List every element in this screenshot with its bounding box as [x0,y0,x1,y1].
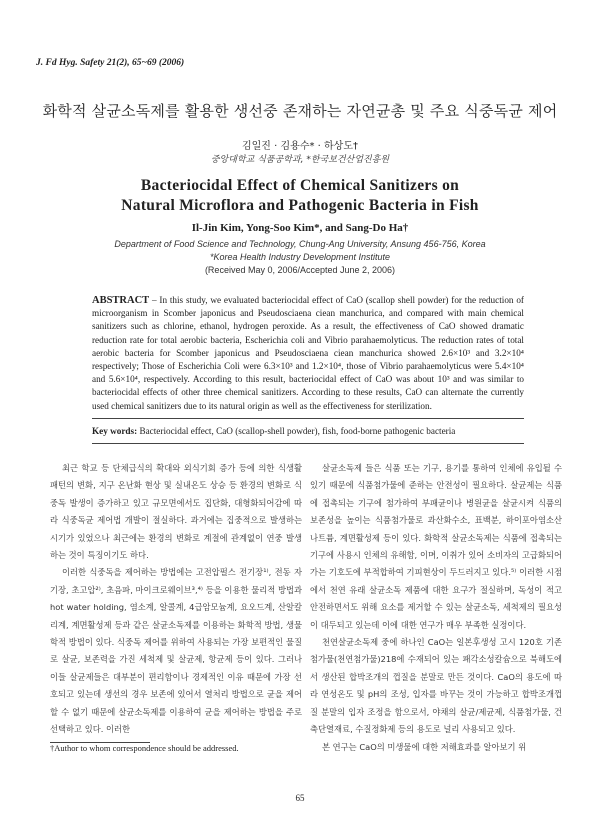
received-dates: (Received May 0, 2006/Accepted June 2, 2006) [204,265,396,275]
keywords-text: Bacteriocidal effect, CaO (scallop-shell powder), fish, food-borne pathogenic bacteria [137,426,456,436]
paragraph: 이러한 식중독을 제어하는 방법에는 고전압펄스 전기장¹⁾, 전동 자기장, 초고압²⁾, 초음파, 마이크로웨이브³,⁴⁾ 등을 이용한 물리적 방법과 hot water holding, 염소계, 알콜계, 4급암모늄계, 요오드계, 산알칼리계, 계면활성제 등과 같은 살균소독제를 이용하는 화학적 방법, 생물학적 방법이 있다. 식중독 제어를 위하여 사용되는 가장 보편적인 물질로 살균, 보존력을 가진 세척제 및 살균제, 항균제 등이 있다. 그러나 이들 살균제들은 대부분이 편리함이나 경제적인 이유 때문에 가장 선호되고 있는데 생선의 경우 보존에 있어서 열처리 방법으로 균을 제어할 수 없기 때문에 살균소독제를 이용하여 균을 제어하는 방법을 주로 선택하고 있다. 이러한 [50,567,302,735]
keywords [92,426,524,436]
korean-affiliation: 중앙대학교 식품공학과, *한국보건산업진흥원 [210,155,390,165]
footnote: †Author to whom correspondence should be addressed. [50,743,239,753]
english-affiliation-2: *Korea Health Industry Development Institute [209,252,391,262]
body-column-right [310,460,562,756]
paragraph: 천연살균소독제 중에 하나인 CaO는 일본후생성 고시 120호 기존 첨가물(천연첨가물)218에 수재되어 있는 패각소성칼슘으로 북해도에서 생산된 합박조개의 껍질을 분말로 만든 것이다. CaO의 용도에 따라 연성온도 및 pH의 조성, 입자를 바꾸는 것이 가능하고 합박조개껍질 분말의 입자 조정을 함으로서, 야채의 살균/제균제, 식품첨가물, 건축단열재료, 수질정화제 등의 용도로 널리 사용되고 있다. [310,637,562,735]
korean-authors: 김일진 · 김용수* · 하상도† [241,141,358,152]
korean-title: 화학적 살균소독제를 활용한 생선중 존재하는 자연균총 및 주요 식중독균 제어 [42,102,558,120]
paragraph: 본 연구는 CaO의 미생물에 대한 저해효과를 알아보기 위 [322,741,527,752]
abstract [92,294,524,413]
body-column-left [50,460,302,739]
divider [92,418,524,419]
english-title-line2: Natural Microflora and Pathogenic Bacteria in Fish [121,197,479,214]
english-affiliation: Department of Food Science and Technology, Chung-Ang University, Ansung 456-756, Korea [114,239,486,249]
english-title-line1: Bacteriocidal Effect of Chemical Sanitizers on [140,177,460,194]
keywords-label: Key words: [92,426,138,436]
english-title [0,176,600,216]
abstract-text: – In this study, we evaluated bacteriocidal effect of CaO (scallop shell powder) for the reduction of microorganism in Scomber japonicus and Pseudosciaena ciean manchurica, and compared with main chemical sanitizers such as chlorine, ethanol, hydrogen peroxide. As a result, the effectiveness of CaO showed dramatic reduction rate for total aerobic bacteria, Escherichia coli and Vibrio parahaemolyticus. The reduction rates of total aerobic bacteria for Scomber japonicus and Pseudosciaena ciean manchurica showed 2.6×10³ and 3.2×10⁴ respectively; Those of Escherichia Coli were 6.3×10³ and 1.2×10⁴, those of Vibrio parahaemolyticus were 5.4×10⁴ and 5.6×10⁴, respectively. According to this result, bacteriocidal effect of CaO was about 10³ and was similar to bacteriocidal effects of other three chemical sanitizers. According to these results, CaO can alternate the currently used chemical sanitizers due to its natural origin as well as the effectiveness for sterilization. [92,295,524,411]
abstract-label: ABSTRACT [92,295,150,306]
divider [92,443,524,444]
paragraph: 최근 학교 등 단체급식의 확대와 외식기회 증가 등에 의한 식생활 패턴의 변화, 지구 온난화 현상 및 실내온도 상승 등 환경의 변화로 식중독 발생이 증가하고 있고 규모면에서도 집단화, 대형화되어감에 따라 식중독균 제어법 개발이 절실하다. 과거에는 집중적으로 발생하는 시기가 있었으나 최근에는 환경의 변화로 계절에 관계없이 연중 발생하는 것이 특징이기도 하다. [50,463,302,561]
paragraph: 살균소독제 들은 식품 또는 기구, 용기를 통하여 인체에 유입될 수 있기 때문에 식품첨가물에 준하는 안전성이 필요하다. 살균제는 식품에 접촉되는 기구에 첨가하여 부패균이나 병원균을 살균시켜 식품의 보존성을 높이는 식품첨가물로 과산화수소, 표백분, 하이포아염소산 나트륨, 계면활성제 등이 있다. 화학적 살균소독제는 식품에 접촉되는 기구에 사용시 인체의 유해함, 이며, 이취가 있어 소비자의 고급화되어가는 기호도에 부적합하여 기피현상이 두드러지고 있다.⁵⁾ 이러한 시점에서 천연 유래 살균소독 제품에 대한 요구가 절실하며, 독성이 적고 안전하면서도 위해 요소를 제거할 수 있는 살균소독, 세척제의 필요성이 대두되고 있는데 이에 대한 연구가 매우 부족한 실정이다. [310,463,562,630]
journal-reference: J. Fd Hyg. Safety 21(2), 65~69 (2006) [36,58,185,68]
page-number: 65 [295,793,305,803]
english-authors: Il-Jin Kim, Yong-Soo Kim*, and Sang-Do Ha† [191,222,409,234]
